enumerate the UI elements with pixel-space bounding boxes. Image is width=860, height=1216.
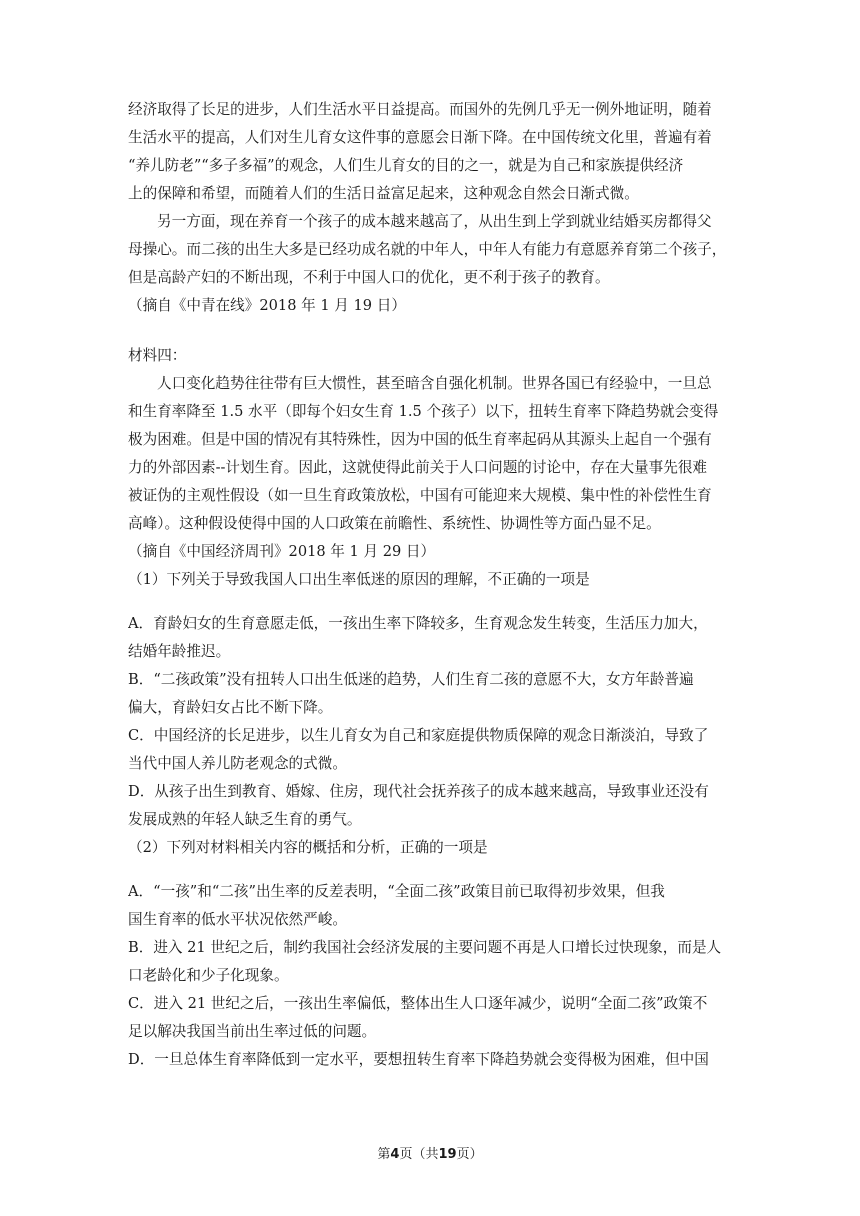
text-line: 生活水平的提高，人们对生儿育女这件事的意愿会日渐下降。在中国传统文化里，普遍有着 [128, 129, 712, 146]
document-body [128, 96, 732, 1074]
option-a [128, 610, 732, 666]
paragraph-material-four [128, 370, 732, 538]
text-line: 极为困难。但是中国的情况有其特殊性，因为中国的低生育率起码从其源头上起自一个强有 [128, 431, 712, 448]
option-a [128, 878, 732, 934]
option-b [128, 934, 732, 990]
text-line: 偏大，育龄妇女占比不断下降。 [128, 699, 333, 716]
text-line: “养儿防老”“多子多福”的观念，人们生儿育女的目的之一，就是为自己和家族提供经济 [128, 157, 684, 174]
option-c [128, 722, 732, 778]
text-line: 足以解决我国当前出生率过低的问题。 [128, 1023, 377, 1040]
text-line: 和生育率降至 1.5 水平（即每个妇女生育 1.5 个孩子）以下，扭转生育率下降趋势就会变得 [128, 403, 719, 420]
text-line: 高峰）。这种假设使得中国的人口政策在前瞻性、系统性、协调性等方面凸显不足。 [128, 515, 661, 532]
text-line: C．中国经济的长足进步，以生儿育女为自己和家庭提供物质保障的观念日渐淡泊，导致了 [128, 727, 709, 744]
text-line: 人口变化趋势往往带有巨大惯性，甚至暗含自强化机制。世界各国已有经验中，一旦总 [157, 375, 712, 392]
question-1 [128, 566, 732, 834]
option-b [128, 666, 732, 722]
option-d [128, 778, 732, 834]
option-d [128, 1046, 732, 1074]
text-line: 另一方面，现在养育一个孩子的成本越来越高了，从出生到上学到就业结婚买房都得父 [157, 213, 712, 230]
text-line: 母操心。而二孩的出生大多是已经功成名就的中年人，中年人有能力有意愿养育第二个孩子， [128, 241, 727, 258]
page-number: 4 [390, 1147, 400, 1162]
text-line: B．“二孩政策”没有扭转人口出生低迷的趋势，人们生育二孩的意愿不大，女方年龄普遍 [128, 671, 694, 688]
source-citation: （摘自《中青在线》2018 年 1 月 19 日） [128, 297, 406, 314]
text-line: 被证伪的主观性假设（如一旦生育政策放松，中国有可能迎来大规模、集中性的补偿性生育 [128, 487, 712, 504]
question-stem: （1）下列关于导致我国人口出生率低迷的原因的理解，不正确的一项是 [128, 571, 590, 588]
text-line: C．进入 21 世纪之后，一孩出生率偏低，整体出生人口逐年减少，说明“全面二孩”政策不 [128, 995, 708, 1012]
text-line: 当代中国人养儿防老观念的式微。 [128, 755, 347, 772]
paragraph-cost [128, 208, 732, 292]
page-total: 19 [438, 1147, 457, 1162]
text-line: A．育龄妇女的生育意愿走低，一孩出生率下降较多，生育观念发生转变，生活压力加大， [128, 615, 708, 632]
paragraph-economy [128, 96, 732, 208]
text-line: 发展成熟的年轻人缺乏生育的勇气。 [128, 811, 362, 828]
footer-suffix: 页） [456, 1147, 483, 1162]
page-footer [0, 1145, 860, 1165]
text-line: 但是高龄产妇的不断出现，不利于中国人口的优化，更不利于孩子的教育。 [128, 269, 610, 286]
question-2 [128, 834, 732, 1074]
option-c [128, 990, 732, 1046]
text-line: 口老龄化和少子化现象。 [128, 967, 289, 984]
text-line: 力的外部因素--计划生育。因此，这就使得此前关于人口问题的讨论中，存在大量事先很难 [128, 459, 708, 476]
text-line: D．从孩子出生到教育、婚嫁、住房，现代社会抚养孩子的成本越来越高，导致事业还没有 [128, 783, 709, 800]
source-citation: （摘自《中国经济周刊》2018 年 1 月 29 日） [128, 543, 436, 560]
footer-middle: 页（共 [399, 1147, 439, 1162]
footer-prefix: 第 [377, 1147, 391, 1162]
question-stem: （2）下列对材料相关内容的概括和分析，正确的一项是 [128, 839, 488, 856]
text-line: 上的保障和希望，而随着人们的生活日益富足起来，这种观念自然会日渐式微。 [128, 185, 639, 202]
text-line: 国生育率的低水平状况依然严峻。 [128, 911, 347, 928]
text-line: 经济取得了长足的进步，人们生活水平日益提高。而国外的先例几乎无一例外地证明，随着 [128, 101, 712, 118]
text-line: B．进入 21 世纪之后，制约我国社会经济发展的主要问题不再是人口增长过快现象，而是人 [128, 939, 722, 956]
text-line: 结婚年龄推迟。 [128, 643, 231, 660]
text-line: D．一旦总体生育率降低到一定水平，要想扭转生育率下降趋势就会变得极为困难，但中国 [128, 1051, 709, 1068]
material-heading: 材料四： [128, 347, 187, 364]
text-line: A．“一孩”和“二孩”出生率的反差表明，“全面二孩”政策目前已取得初步效果，但我 [128, 883, 665, 900]
